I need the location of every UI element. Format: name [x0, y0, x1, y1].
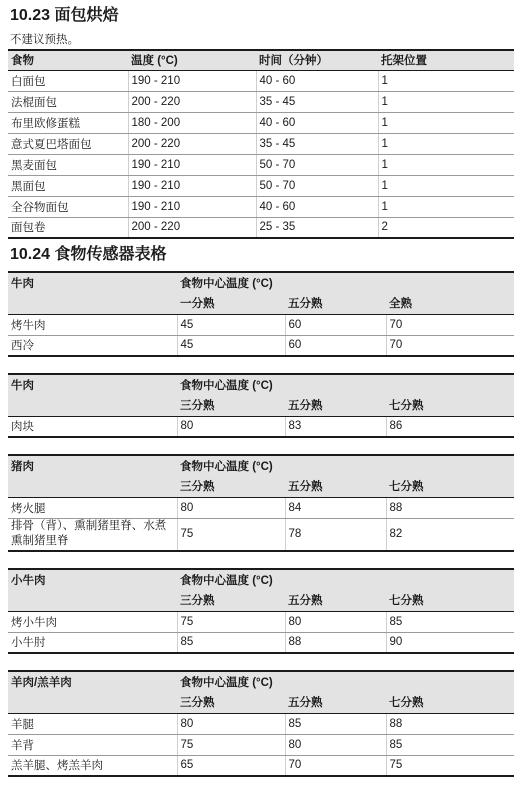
table-row [8, 518, 514, 551]
cell-temp: 78 [285, 518, 386, 551]
cell-time: 35 - 45 [256, 91, 378, 112]
cell-shelf: 1 [378, 175, 514, 196]
cell-temperature: 200 - 220 [128, 217, 256, 238]
sensor-table-header [8, 671, 514, 692]
cell-temp: 80 [285, 734, 386, 755]
doneness-level: 一分熟 [177, 293, 285, 314]
cell-temp: 88 [386, 497, 514, 518]
cell-temp: 75 [177, 518, 285, 551]
baking-table [8, 49, 514, 239]
cell-temp: 85 [386, 611, 514, 632]
cell-food: 意式夏巴塔面包 [8, 133, 128, 154]
baking-table-header [8, 50, 514, 70]
doneness-level: 七分熟 [386, 692, 514, 713]
cell-temp: 85 [386, 734, 514, 755]
core-temp-label: 食物中心温度 (°C) [177, 569, 514, 590]
cell-temperature: 200 - 220 [128, 91, 256, 112]
cell-time: 50 - 70 [256, 175, 378, 196]
table-row [8, 154, 514, 175]
baking-note: 不建议预热。 [10, 34, 79, 46]
core-temp-label: 食物中心温度 (°C) [177, 671, 514, 692]
header-temperature: 温度 (°C) [128, 50, 256, 70]
cell-temp: 65 [177, 755, 285, 776]
cell-food: 法棍面包 [8, 91, 128, 112]
cell-food: 黑面包 [8, 175, 128, 196]
cell-temp: 60 [285, 314, 386, 335]
cell-temp: 86 [386, 416, 514, 437]
doneness-header [8, 293, 514, 314]
table-row [8, 713, 514, 734]
doneness-level: 三分熟 [177, 590, 285, 611]
cell-temp: 88 [386, 713, 514, 734]
table-row [8, 196, 514, 217]
cell-food: 小牛肘 [8, 632, 177, 653]
cell-temp: 70 [386, 335, 514, 356]
cell-food: 全谷物面包 [8, 196, 128, 217]
cell-food: 羊腿 [8, 713, 177, 734]
cell-temp: 70 [386, 314, 514, 335]
cell-temp: 88 [285, 632, 386, 653]
manual-page [8, 6, 514, 777]
food-category: 猪肉 [8, 455, 177, 476]
cell-time: 25 - 35 [256, 217, 378, 238]
cell-temp: 75 [177, 734, 285, 755]
sensor-table-veal [8, 568, 514, 654]
doneness-level: 五分熟 [285, 692, 386, 713]
cell-shelf: 1 [378, 196, 514, 217]
cell-shelf: 1 [378, 154, 514, 175]
cell-food: 羔羊腿、烤羔羊肉 [8, 755, 177, 776]
cell-temp: 45 [177, 335, 285, 356]
sensor-table-header [8, 272, 514, 293]
cell-food: 羊背 [8, 734, 177, 755]
doneness-level: 七分熟 [386, 476, 514, 497]
cell-temperature: 180 - 200 [128, 112, 256, 133]
cell-temperature: 190 - 210 [128, 70, 256, 91]
sensor-table-pork [8, 454, 514, 552]
cell-food: 面包卷 [8, 217, 128, 238]
table-row [8, 70, 514, 91]
header-time: 时间（分钟） [256, 50, 378, 70]
table-row [8, 112, 514, 133]
doneness-level: 五分熟 [285, 476, 386, 497]
cell-food: 烤牛肉 [8, 314, 177, 335]
cell-time: 35 - 45 [256, 133, 378, 154]
cell-time: 40 - 60 [256, 196, 378, 217]
food-category: 小牛肉 [8, 569, 177, 590]
table-row [8, 632, 514, 653]
cell-shelf: 1 [378, 112, 514, 133]
cell-temp: 80 [285, 611, 386, 632]
cell-temp: 75 [386, 755, 514, 776]
cell-temp: 80 [177, 416, 285, 437]
core-temp-label: 食物中心温度 (°C) [177, 272, 514, 293]
table-row [8, 314, 514, 335]
sensor-table-header [8, 455, 514, 476]
cell-food: 白面包 [8, 70, 128, 91]
sensor-table-beef-roast [8, 271, 514, 357]
cell-temp: 90 [386, 632, 514, 653]
table-row [8, 416, 514, 437]
header-food: 食物 [8, 50, 128, 70]
core-temp-label: 食物中心温度 (°C) [177, 455, 514, 476]
food-category: 牛肉 [8, 374, 177, 395]
sensor-section-title: 10.24 食物传感器表格 [10, 246, 167, 263]
sensor-table-header [8, 569, 514, 590]
header-shelf-position: 托架位置 [378, 50, 514, 70]
cell-temp: 84 [285, 497, 386, 518]
doneness-level: 三分熟 [177, 692, 285, 713]
doneness-header [8, 476, 514, 497]
table-row [8, 91, 514, 112]
cell-temp: 70 [285, 755, 386, 776]
cell-temp: 83 [285, 416, 386, 437]
cell-food: 布里欧修蛋糕 [8, 112, 128, 133]
cell-food: 肉块 [8, 416, 177, 437]
food-category: 牛肉 [8, 272, 177, 293]
doneness-header [8, 590, 514, 611]
cell-food: 西冷 [8, 335, 177, 356]
cell-shelf: 2 [378, 217, 514, 238]
table-row [8, 755, 514, 776]
doneness-level: 五分熟 [285, 395, 386, 416]
doneness-level: 七分熟 [386, 590, 514, 611]
table-row [8, 497, 514, 518]
cell-time: 40 - 60 [256, 70, 378, 91]
cell-temperature: 190 - 210 [128, 154, 256, 175]
doneness-level: 五分熟 [285, 293, 386, 314]
cell-food: 烤小牛肉 [8, 611, 177, 632]
table-row [8, 133, 514, 154]
cell-temp: 85 [285, 713, 386, 734]
doneness-level: 三分熟 [177, 395, 285, 416]
cell-shelf: 1 [378, 91, 514, 112]
cell-temp: 85 [177, 632, 285, 653]
cell-shelf: 1 [378, 133, 514, 154]
cell-shelf: 1 [378, 70, 514, 91]
cell-temp: 75 [177, 611, 285, 632]
doneness-level: 全熟 [386, 293, 514, 314]
table-row [8, 734, 514, 755]
doneness-header [8, 692, 514, 713]
cell-food: 黑麦面包 [8, 154, 128, 175]
table-row [8, 175, 514, 196]
sensor-table-beef-chunk [8, 373, 514, 438]
table-row [8, 335, 514, 356]
cell-temp: 82 [386, 518, 514, 551]
cell-food: 烤火腿 [8, 497, 177, 518]
doneness-level: 五分熟 [285, 590, 386, 611]
sensor-table-header [8, 374, 514, 395]
cell-time: 40 - 60 [256, 112, 378, 133]
sensor-table-lamb [8, 670, 514, 777]
baking-section-title: 10.23 面包烘焙 [10, 7, 119, 24]
doneness-header [8, 395, 514, 416]
cell-time: 50 - 70 [256, 154, 378, 175]
cell-temp: 80 [177, 713, 285, 734]
cell-food: 排骨（背）、熏制猪里脊、水煮熏制猪里脊 [8, 518, 177, 551]
food-category: 羊肉/羔羊肉 [8, 671, 177, 692]
doneness-level: 三分熟 [177, 476, 285, 497]
cell-temp: 45 [177, 314, 285, 335]
cell-temperature: 190 - 210 [128, 175, 256, 196]
core-temp-label: 食物中心温度 (°C) [177, 374, 514, 395]
cell-temperature: 190 - 210 [128, 196, 256, 217]
cell-temperature: 200 - 220 [128, 133, 256, 154]
doneness-level: 七分熟 [386, 395, 514, 416]
table-row [8, 217, 514, 238]
table-row [8, 611, 514, 632]
cell-temp: 80 [177, 497, 285, 518]
cell-temp: 60 [285, 335, 386, 356]
